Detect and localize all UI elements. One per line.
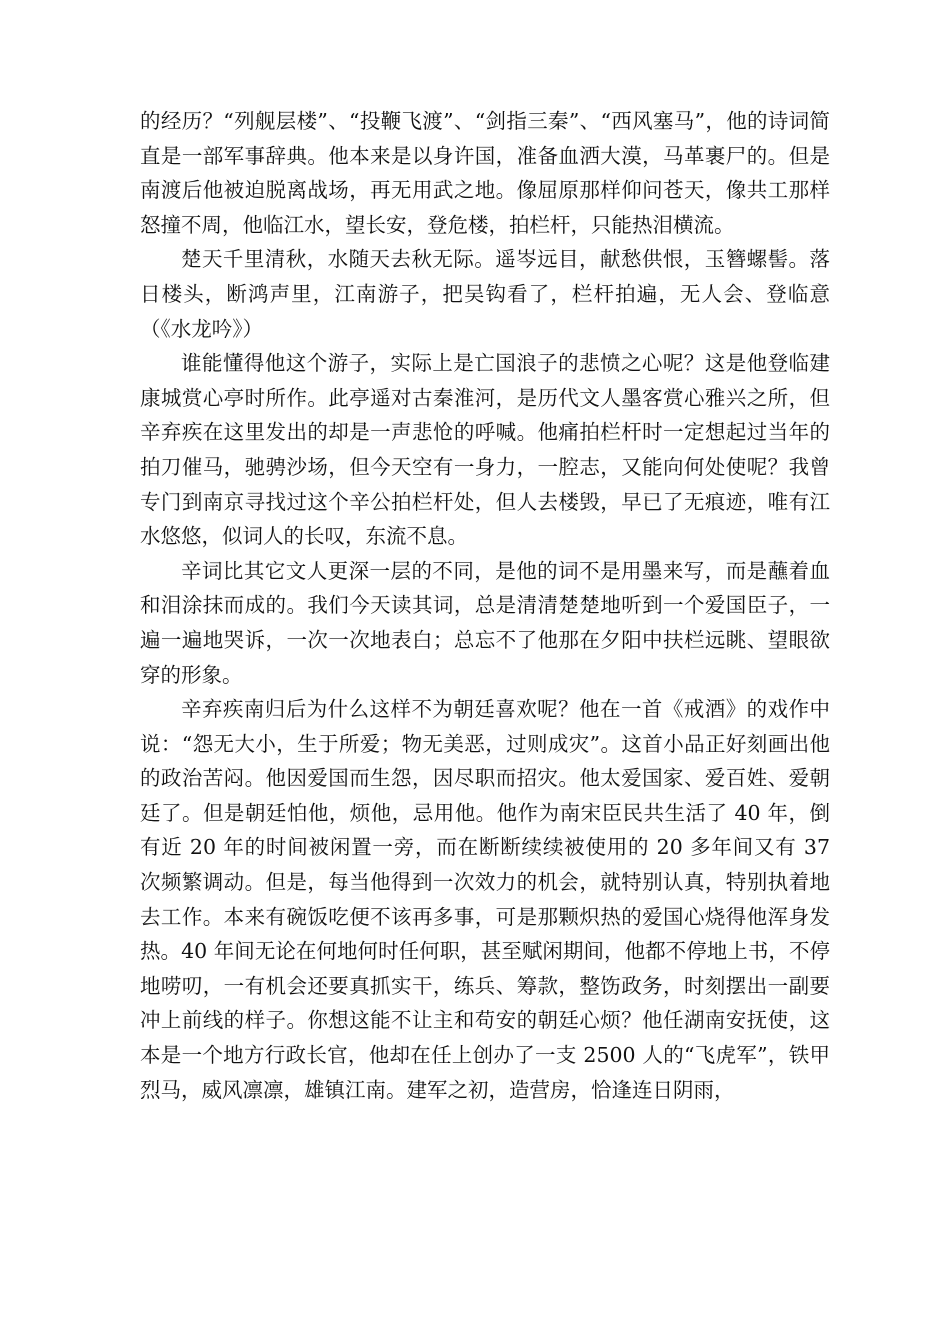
paragraph-2-poem: 楚天千里清秋，水随天去秋无际。遥岑远目，献愁供恨，玉簪螺髻。落日楼头，断鸿声里，江南游子，把吴钩看了，栏杆拍遍，无人会、登临意（《水龙吟》） (140, 247, 830, 341)
paragraph-1: 的经历？“列舰层楼”、“投鞭飞渡”、“剑指三秦”、“西风塞马”，他的诗词简直是一部军事辞典。他本来是以身许国，准备血洒大漠，马革裹尸的。但是南渡后他被迫脱离战场，再无用武之地。像屈原那样仰问苍天，像共工那样怒撞不周，他临江水，望长安，登危楼，拍栏杆，只能热泪横流。 (140, 109, 830, 237)
paragraph-3: 谁能懂得他这个游子，实际上是亡国浪子的悲愤之心呢？这是他登临建康城赏心亭时所作。此亭遥对古秦淮河，是历代文人墨客赏心雅兴之所，但辛弃疾在这里发出的却是一声悲怆的呼喊。他痛拍栏杆时一定想起过当年的拍刀催马，驰骋沙场，但今天空有一身力，一腔志，又能向何处使呢？我曾专门到南京寻找过这个辛公拍栏杆处，但人去楼毁，早已了无痕迹，唯有江水悠悠，似词人的长叹，东流不息。 (140, 351, 830, 549)
paragraph-4: 辛词比其它文人更深一层的不同，是他的词不是用墨来写，而是蘸着血和泪涂抹而成的。我们今天读其词，总是清清楚楚地听到一个爱国臣子，一遍一遍地哭诉，一次一次地表白；总忘不了他那在夕阳中扶栏远眺、望眼欲穿的形象。 (140, 558, 830, 687)
paragraph-5: 辛弃疾南归后为什么这样不为朝廷喜欢呢？他在一首《戒酒》的戏作中说：“怨无大小，生于所爱；物无美恶，过则成灾”。这首小品正好刻画出他的政治苦闷。他因爱国而生怨，因尽职而招灾。他太爱国家、爱百姓、爱朝廷了。但是朝廷怕他，烦他，忌用他。他作为南宋臣民共生活了 40 年，倒有近 20 年的时间被闲置一旁，而在断断续续被使用的 20 多年间又有 37 次频繁调动。但是，每当他得到一次效力的机会，就特别认真，特别执着地去工作。本来有碗饭吃便不该再多事，可是那颗炽热的爱国心烧得他浑身发热。40 年间无论在何地何时任何职，甚至赋闲期间，他都不停地上书，不停地唠叨，一有机会还要真抓实干，练兵、筹款，整饬政务，时刻摆出一副要冲上前线的样子。你想这能不让主和苟安的朝廷心烦？他任湖南安抚使，这本是一个地方行政长官，他却在任上创办了一支 2500 人的“飞虎军”，铁甲烈马，威风凛凛，雄镇江南。建军之初，造营房，恰逢连日阴雨， (140, 697, 830, 1102)
document-page (140, 104, 830, 1107)
